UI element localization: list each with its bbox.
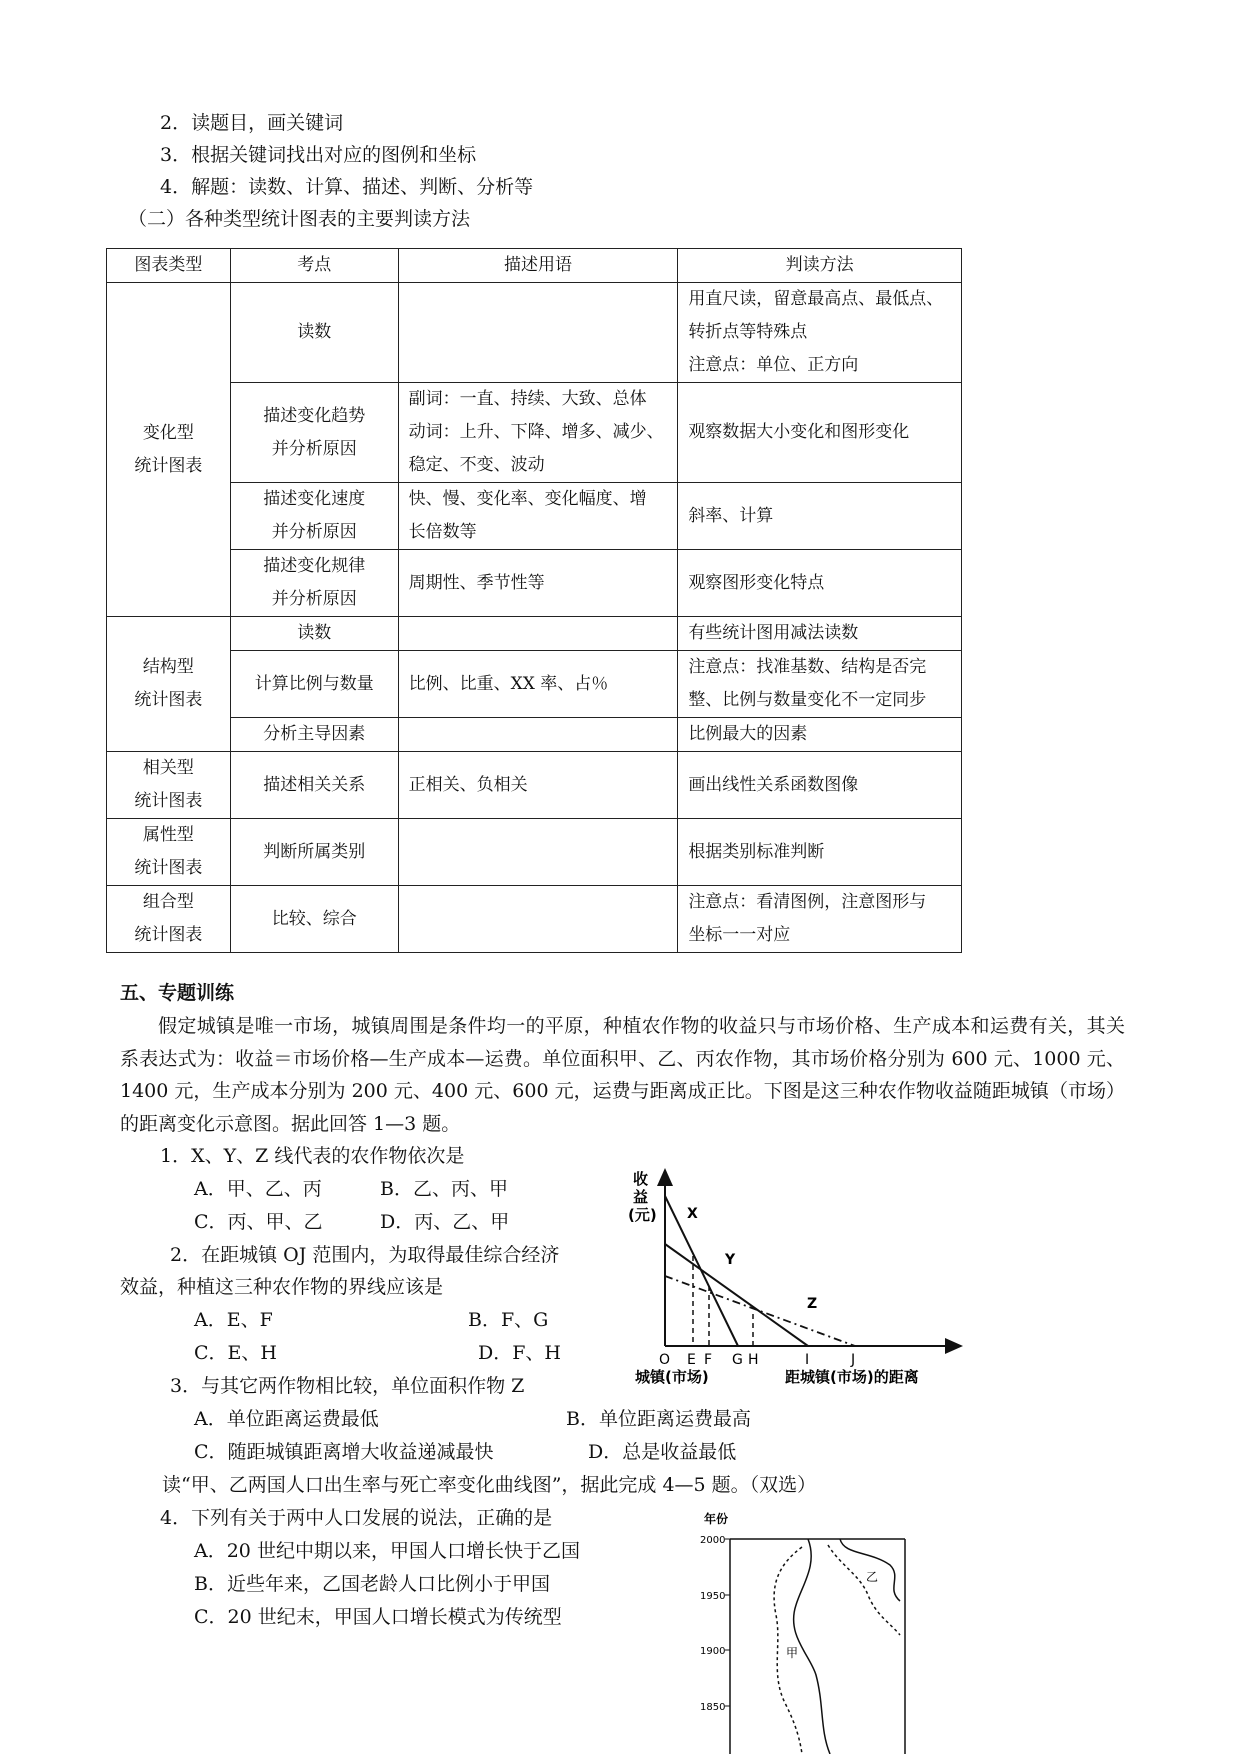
table-row	[107, 819, 962, 886]
step-4: 4．解题：读数、计算、描述、判断、分析等	[160, 176, 534, 198]
table-row	[107, 718, 962, 752]
tick-j: J	[851, 1352, 856, 1368]
tick-label-1900: 1900	[700, 1646, 726, 1657]
point-cell: 描述变化规律 并分析原因	[230, 550, 398, 617]
q3-option-b: B．单位距离运费最高	[566, 1408, 751, 1430]
method-cell: 画出线性关系函数图像	[678, 752, 962, 819]
step-3: 3．根据关键词找出对应的图例和坐标	[160, 144, 477, 166]
q1-option-a: A．甲、乙、丙	[194, 1178, 322, 1200]
tick-f: F	[704, 1352, 713, 1368]
x-label-right: 距城镇(市场)的距离	[785, 1368, 919, 1386]
point-cell: 比较、综合	[230, 886, 398, 953]
table-row	[107, 752, 962, 819]
q4-option-c: C．20 世纪末，甲国人口增长模式为传统型	[194, 1606, 562, 1628]
point-cell: 描述变化速度 并分析原因	[230, 483, 398, 550]
q2-stem-line2: 效益，种植这三种农作物的界线应该是	[120, 1276, 444, 1298]
type-cell-correlation: 相关型 统计图表	[107, 752, 231, 819]
method-cell: 斜率、计算	[678, 483, 962, 550]
chart-method-table	[106, 248, 962, 953]
curve-solid	[794, 1539, 830, 1754]
q3-option-c: C．随距城镇距离增大收益递减最快	[194, 1441, 494, 1463]
header-point: 考点	[230, 249, 398, 283]
q1-option-b: B．乙、丙、甲	[380, 1178, 508, 1200]
q2-stem-line1: 2．在距城镇 OJ 范围内，为取得最佳综合经济	[170, 1244, 560, 1266]
terms-cell: 比例、比重、XX 率、占％	[398, 651, 678, 718]
terms-cell: 周期性、季节性等	[398, 550, 678, 617]
method-cell: 注意点：看清图例，注意图形与 坐标一一对应	[678, 886, 962, 953]
section-title: 五、专题训练	[120, 982, 235, 1004]
type-cell-change: 变化型 统计图表	[107, 283, 231, 617]
subheading: （二）各种类型统计图表的主要判读方法	[128, 208, 471, 230]
q4-option-a: A．20 世纪中期以来，甲国人口增长快于乙国	[194, 1540, 580, 1562]
label-yi: 乙	[866, 1570, 879, 1584]
point-cell: 描述相关关系	[230, 752, 398, 819]
curve-dotted-right	[828, 1545, 900, 1635]
label-y: Y	[725, 1252, 736, 1268]
point-cell: 读数	[230, 283, 398, 383]
type-cell-structure: 结构型 统计图表	[107, 617, 231, 752]
step-2: 2．读题目，画关键词	[160, 112, 344, 134]
point-cell: 描述变化趋势 并分析原因	[230, 383, 398, 483]
q2-option-a: A．E、F	[194, 1309, 273, 1331]
q3-stem: 3．与其它两作物相比较，单位面积作物 Z	[170, 1375, 525, 1397]
point-cell: 判断所属类别	[230, 819, 398, 886]
method-cell: 根据类别标准判断	[678, 819, 962, 886]
method-cell: 用直尺读，留意最高点、最低点、 转折点等特殊点 注意点：单位、正方向	[678, 283, 962, 383]
method-cell: 比例最大的因素	[678, 718, 962, 752]
terms-cell: 副词：一直、持续、大致、总体 动词：上升、下降、增多、减少、 稳定、不变、波动	[398, 383, 678, 483]
q4-stem: 4．下列有关于两中人口发展的说法，正确的是	[160, 1507, 553, 1529]
tick-i: I	[805, 1352, 810, 1368]
q2-option-d: D．F、H	[478, 1342, 561, 1364]
label-x: X	[687, 1206, 698, 1222]
y-label-2: 益	[633, 1188, 649, 1206]
table-row	[107, 283, 962, 383]
table-row	[107, 651, 962, 718]
q1-stem: 1．X、Y、Z 线代表的农作物依次是	[160, 1145, 465, 1167]
tick-label-1850: 1850	[700, 1702, 726, 1713]
label-jia: 甲	[786, 1646, 799, 1660]
read-prompt: 读“甲、乙两国人口出生率与死亡率变化曲线图”，据此完成 4—5 题。（双选）	[162, 1474, 817, 1496]
type-cell-combo: 组合型 统计图表	[107, 886, 231, 953]
terms-cell	[398, 886, 678, 953]
q3-option-a: A．单位距离运费最低	[194, 1408, 379, 1430]
q3-option-d: D．总是收益最低	[588, 1441, 737, 1463]
point-cell: 分析主导因素	[230, 718, 398, 752]
y-label-1: 收	[633, 1170, 649, 1188]
table-row	[107, 483, 962, 550]
table-header-row	[107, 249, 962, 283]
line-y	[665, 1244, 808, 1346]
header-terms: 描述用语	[398, 249, 678, 283]
tick-o: O	[659, 1352, 671, 1368]
terms-cell	[398, 283, 678, 383]
method-cell: 观察图形变化特点	[678, 550, 962, 617]
tick-h: H	[748, 1352, 759, 1368]
q1-option-d: D．丙、乙、甲	[380, 1211, 510, 1233]
label-z: Z	[807, 1296, 818, 1312]
terms-cell	[398, 718, 678, 752]
type-cell-attribute: 属性型 统计图表	[107, 819, 231, 886]
point-cell: 读数	[230, 617, 398, 651]
terms-cell	[398, 617, 678, 651]
tick-label-1950: 1950	[700, 1591, 726, 1602]
tick-g: G	[732, 1352, 743, 1368]
header-method: 判读方法	[678, 249, 962, 283]
y-label-3: (元)	[628, 1206, 657, 1224]
table-row	[107, 617, 962, 651]
q1-option-c: C．丙、甲、乙	[194, 1211, 323, 1233]
chart2-ylabel: 年份	[704, 1512, 729, 1526]
tick-label-2000: 2000	[700, 1535, 726, 1546]
terms-cell: 快、慢、变化率、变化幅度、增 长倍数等	[398, 483, 678, 550]
header-type: 图表类型	[107, 249, 231, 283]
q4-option-b: B．近些年来，乙国老龄人口比例小于甲国	[194, 1573, 550, 1595]
tick-e: E	[687, 1352, 696, 1368]
table-row	[107, 550, 962, 617]
population-curve-chart	[690, 1505, 920, 1754]
point-cell: 计算比例与数量	[230, 651, 398, 718]
table-row	[107, 886, 962, 953]
method-cell: 有些统计图用减法读数	[678, 617, 962, 651]
method-cell: 注意点：找准基数、结构是否完 整、比例与数量变化不一定同步	[678, 651, 962, 718]
terms-cell: 正相关、负相关	[398, 752, 678, 819]
terms-cell	[398, 819, 678, 886]
q2-option-c: C．E、H	[194, 1342, 277, 1364]
intro-paragraph: 假定城镇是唯一市场，城镇周围是条件均一的平原，种植农作物的收益只与市场价格、生产成本和运费有关，其关系表达式为：收益＝市场价格—生产成本—运费。单位面积甲、乙、丙农作物，其市场价格分别为 600 元、1000 元、1400 元，生产成本分别为 200 元、400 元、600 元，运费与距离成正比。下图是这三种农作物收益随距城镇（市场）的距离变化示意图。据此回答 1—3 题。	[120, 1015, 1125, 1135]
x-label-left: 城镇(市场)	[635, 1368, 709, 1386]
income-distance-chart	[625, 1168, 965, 1390]
q2-option-b: B．F、G	[468, 1309, 549, 1331]
table-row	[107, 383, 962, 483]
method-cell: 观察数据大小变化和图形变化	[678, 383, 962, 483]
